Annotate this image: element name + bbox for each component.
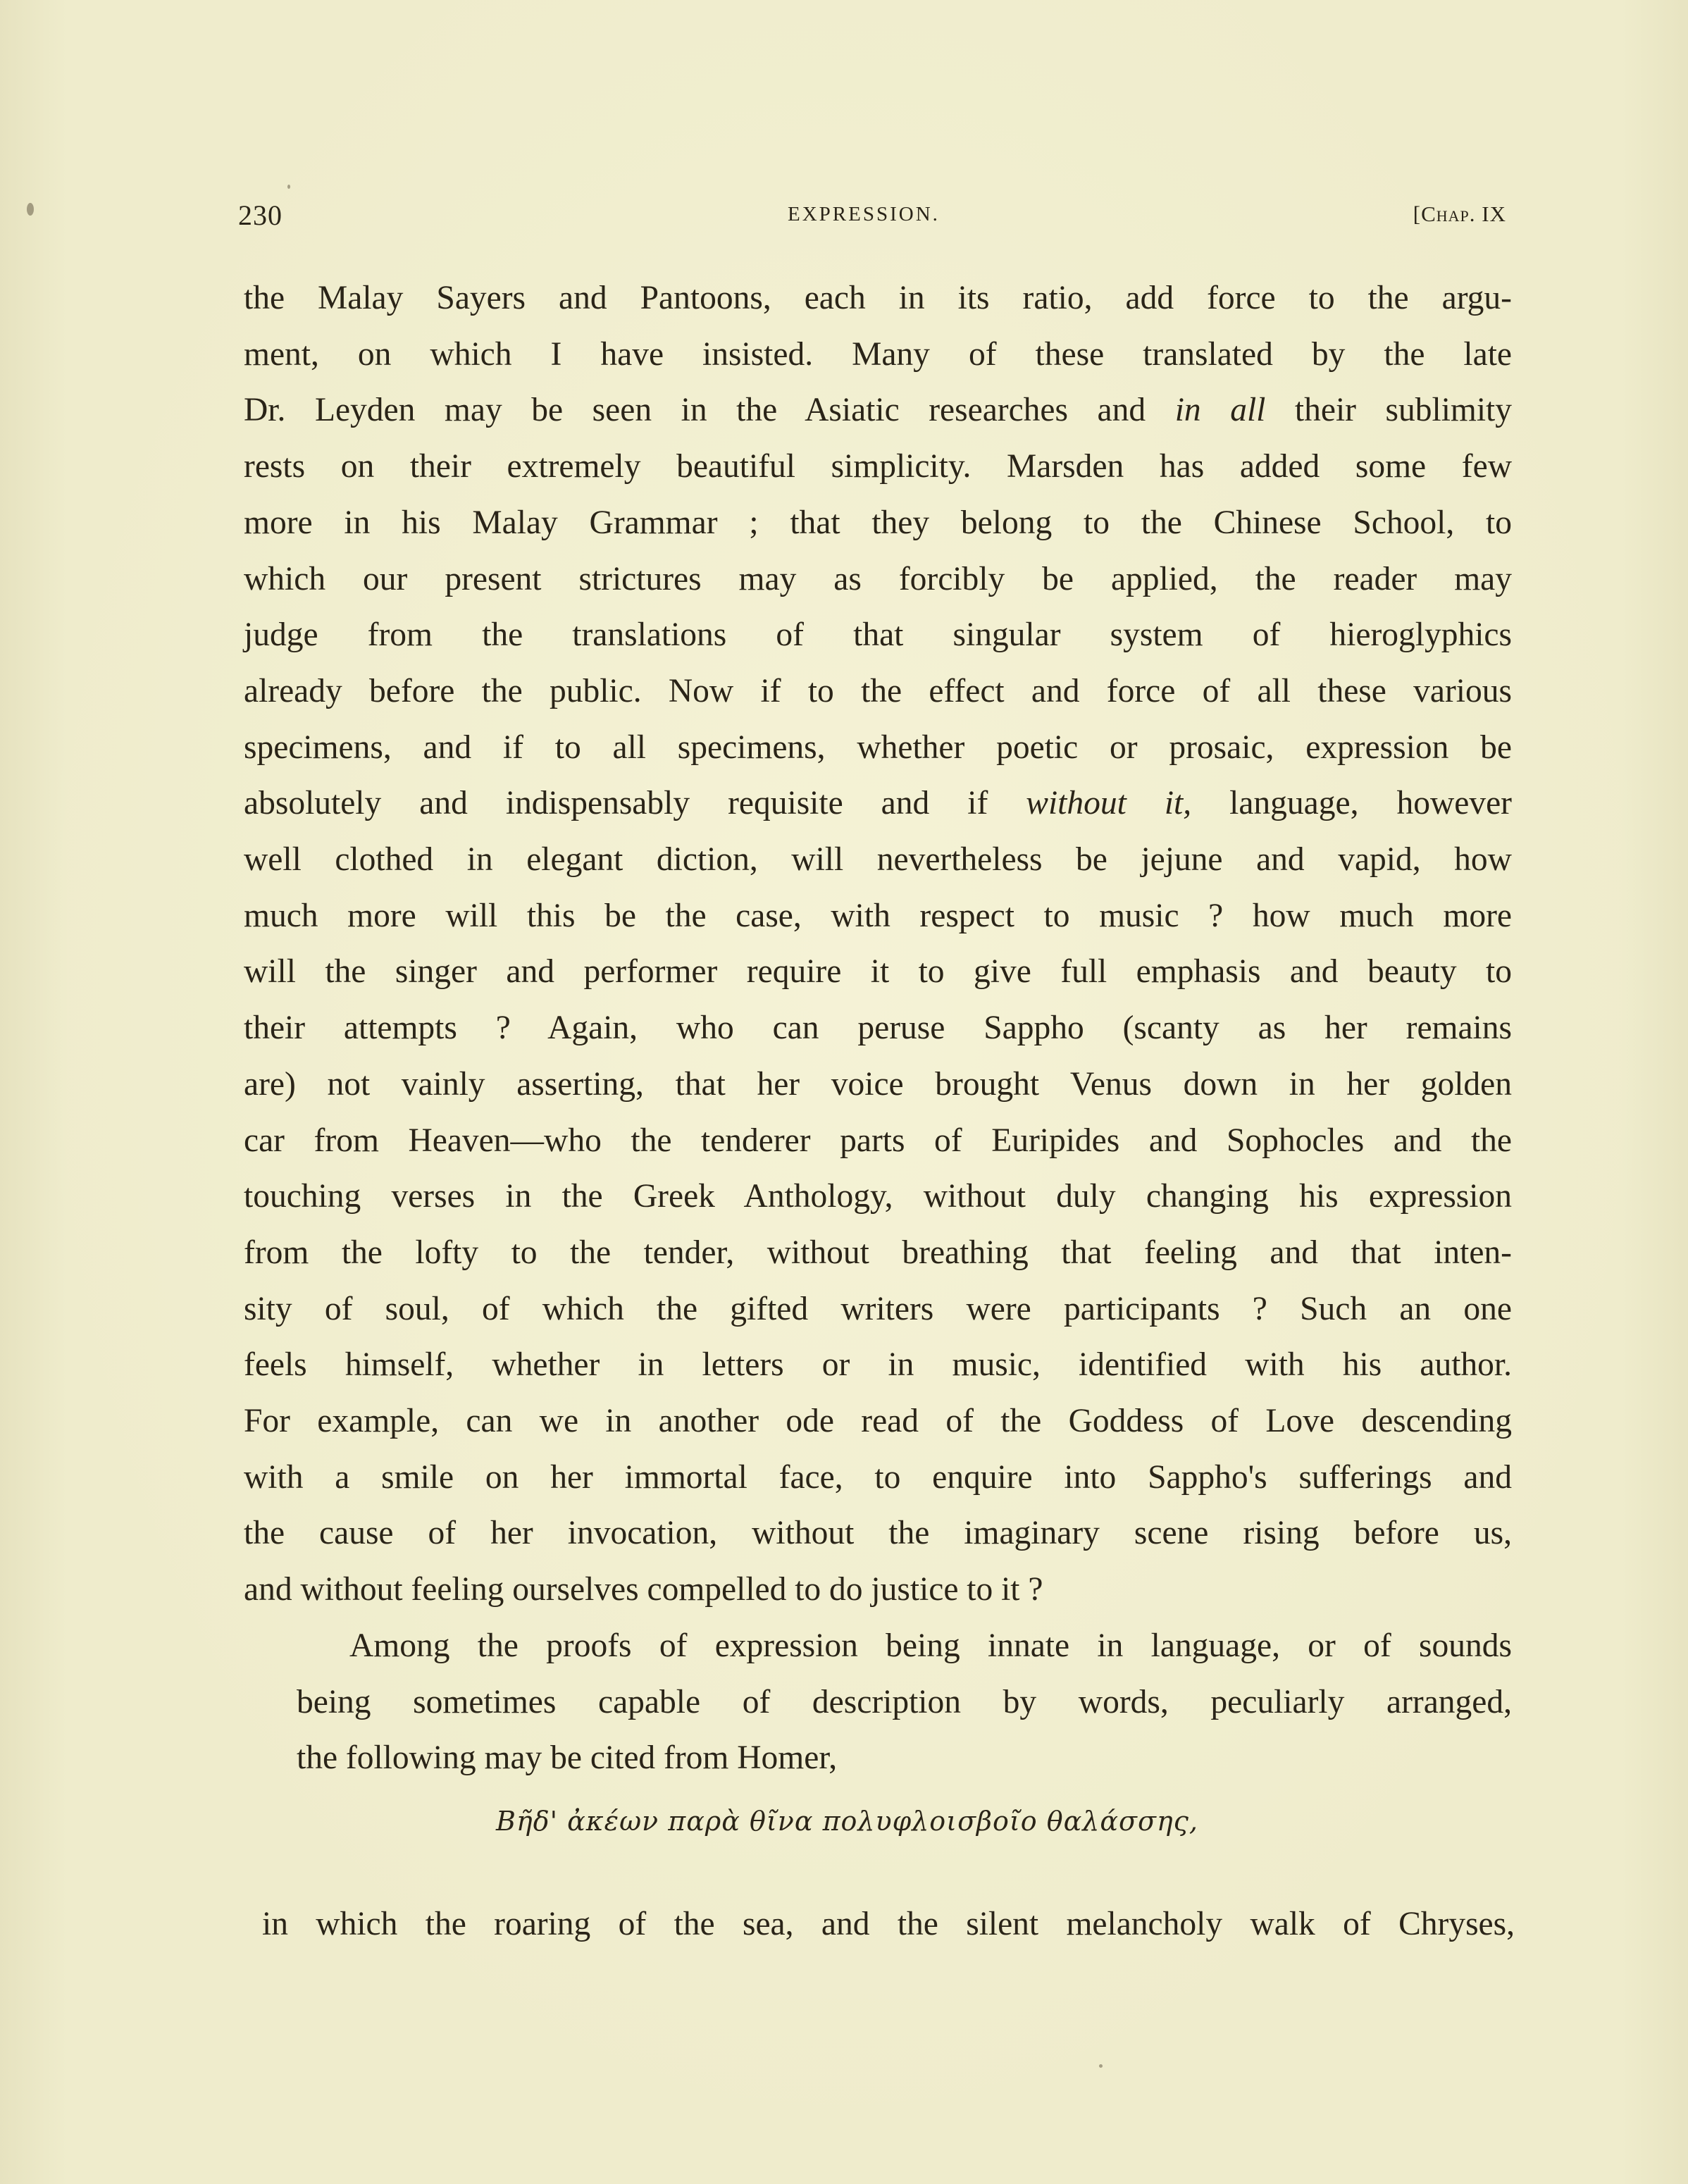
text-line: ment, on which I have insisted. Many of these translated by the late [244,335,1512,373]
text-line: being sometimes capable of description by words, peculiarly arranged, [297,1683,1512,1720]
text-line: from the lofty to the tender, without breathing that feeling and that inten- [244,1234,1512,1271]
text-line: Among the proofs of expression being innate in language, or of sounds [349,1627,1512,1664]
text-line: will the singer and performer require it to give full emphasis and beauty to [244,953,1512,991]
text-line: which our present strictures may as forcibly be applied, the reader may [244,560,1512,597]
text-segment: language, however [1229,785,1512,822]
text-line: sity of soul, of which the gifted writers were participants ? Such an one [244,1290,1512,1327]
text-line: rests on their extremely beautiful simplicity. Marsden has added some few [244,448,1512,485]
paper-speck [1099,2064,1103,2068]
text-line: already before the public. Now if to the effect and force of all these various [244,672,1512,709]
text-line: touching verses in the Greek Anthology, without duly changing his expression [244,1178,1512,1215]
text-line: the following may be cited from Homer, [297,1739,838,1777]
text-segment: Dr. Leyden may be seen in the Asiatic researches and [244,392,1146,429]
italic-emphasis: in all [1174,392,1266,429]
text-line: car from Heaven—who the tenderer parts of Euripides and Sophocles and the [244,1122,1512,1159]
text-line: more in his Malay Grammar ; that they belong to the Chinese School, to [244,504,1512,541]
chapter-reference: [Chap. IX [1413,201,1506,226]
text-line: and without feeling ourselves compelled to do justice to it ? [244,1571,1043,1608]
text-line: are) not vainly asserting, that her voice brought Venus down in her golden [244,1065,1512,1103]
text-segment: absolutely and indispensably requisite and if [244,785,988,822]
text-line: judge from the translations of that singular system of hieroglyphics [244,616,1512,654]
paper-speck [287,185,290,189]
text-line: their attempts ? Again, who can peruse Sappho (scanty as her remains [244,1010,1512,1047]
running-title: EXPRESSION. [788,203,940,225]
text-line [244,776,1512,832]
continuation-text [262,1897,1515,1953]
paper-speck [27,203,34,216]
paragraph-1 [244,271,1512,1618]
text-line: in which the roaring of the sea, and the silent melancholy walk of Chryses, [262,1906,1515,1942]
text-line: well clothed in elegant diction, will nevertheless be jejune and vapid, how [244,841,1512,879]
greek-quotation: Βῆδ' ἀκέων παρὰ θῖνα πολυφλοισβοῖο θαλάσσης, [496,1806,1199,1837]
text-segment: their sublimity [1294,392,1512,429]
page-number: 230 [238,199,283,231]
text-line: much more will this be the case, with respect to music ? how much more [244,897,1512,934]
italic-emphasis: without it, [1026,785,1192,822]
text-line: the Malay Sayers and Pantoons, each in its ratio, add force to the argu- [244,280,1512,316]
text-line: feels himself, whether in letters or in music, identified with his author. [244,1346,1512,1384]
text-line: specimens, and if to all specimens, whether poetic or prosaic, expression be [244,728,1512,766]
text-line [244,383,1512,439]
text-line: with a smile on her immortal face, to enquire into Sappho's sufferings and [244,1458,1512,1496]
body-text [244,271,1512,1787]
text-line: For example, can we in another ode read of the Goddess of Love descending [244,1403,1512,1440]
text-line: the cause of her invocation, without the imaginary scene rising before us, [244,1515,1512,1552]
page-header [238,199,1506,234]
paragraph-2 [244,1618,1512,1787]
